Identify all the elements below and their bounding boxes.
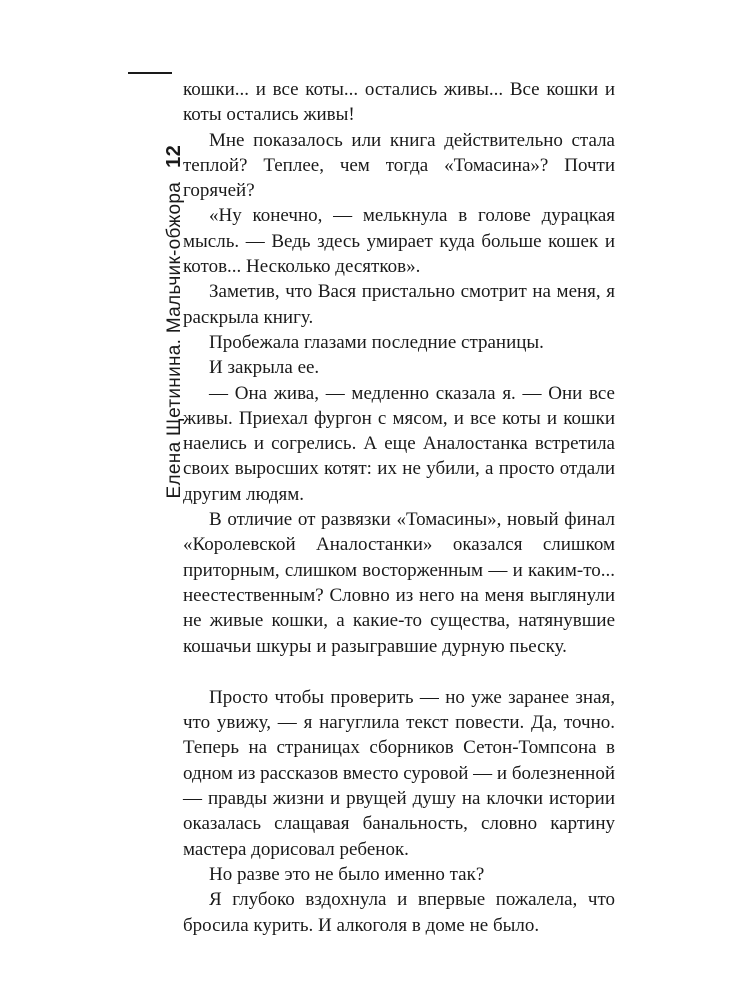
- paragraph: Просто чтобы проверить — но уже заранее зная, что увижу, — я нагуглила текст повести. Да, точно. Теперь на страницах сборников Сетон-Томпсона в одном из рассказов вместо суровой — и болезненной — правды жизни и рвущей душу на клочки истории оказалась слащавая банальность, словно картину мастера дорисовал ребенок.: [183, 686, 616, 860]
- header-rule: [128, 72, 172, 74]
- page-number: 12: [163, 145, 185, 168]
- paragraph: В отличие от развязки «Томасины», новый финал «Королевской Аналостанки» оказался слишком приторным, слишком восторженным — и каким-то... неестественным? Словно из него на меня выглянули не живые кошки, а какие-то существа, натянувшие кошачьи шкуры и разыгравшие дурную пьеску.: [183, 509, 615, 657]
- paragraph: Пробежала глазами последние страницы.: [209, 331, 544, 353]
- running-title: Елена Щетинина. Мальчик-обжора: [164, 181, 185, 499]
- paragraph: Я глубоко вздохнула и впервые пожалела, что бросила курить. И алкоголя в доме не было.: [183, 889, 615, 936]
- paragraph: И закрыла ее.: [209, 357, 320, 379]
- paragraph: кошки... и все коты... остались живы... Все кошки и коты остались живы!: [183, 79, 615, 126]
- paragraph: «Ну конечно, — мелькнула в голове дурацкая мысль. — Ведь здесь умирает куда больше кошек и котов... Несколько десятков».: [183, 205, 615, 278]
- paragraph: Но разве это не было именно так?: [209, 863, 485, 885]
- paragraph: Мне показалось или книга действительно стала теплой? Теплее, чем тогда «Томасина»? Почти горячей?: [183, 129, 615, 202]
- paragraph: Заметив, что Вася пристально смотрит на меня, я раскрыла книгу.: [183, 281, 615, 328]
- body-text: [183, 77, 615, 938]
- paragraph: — Она жива, — медленно сказала я. — Они все живы. Приехал фургон с мясом, и все коты и кошки наелись и согрелись. А еще Аналостанка встретила своих выросших котят: их не убили, а просто отдали другим людям.: [183, 382, 615, 505]
